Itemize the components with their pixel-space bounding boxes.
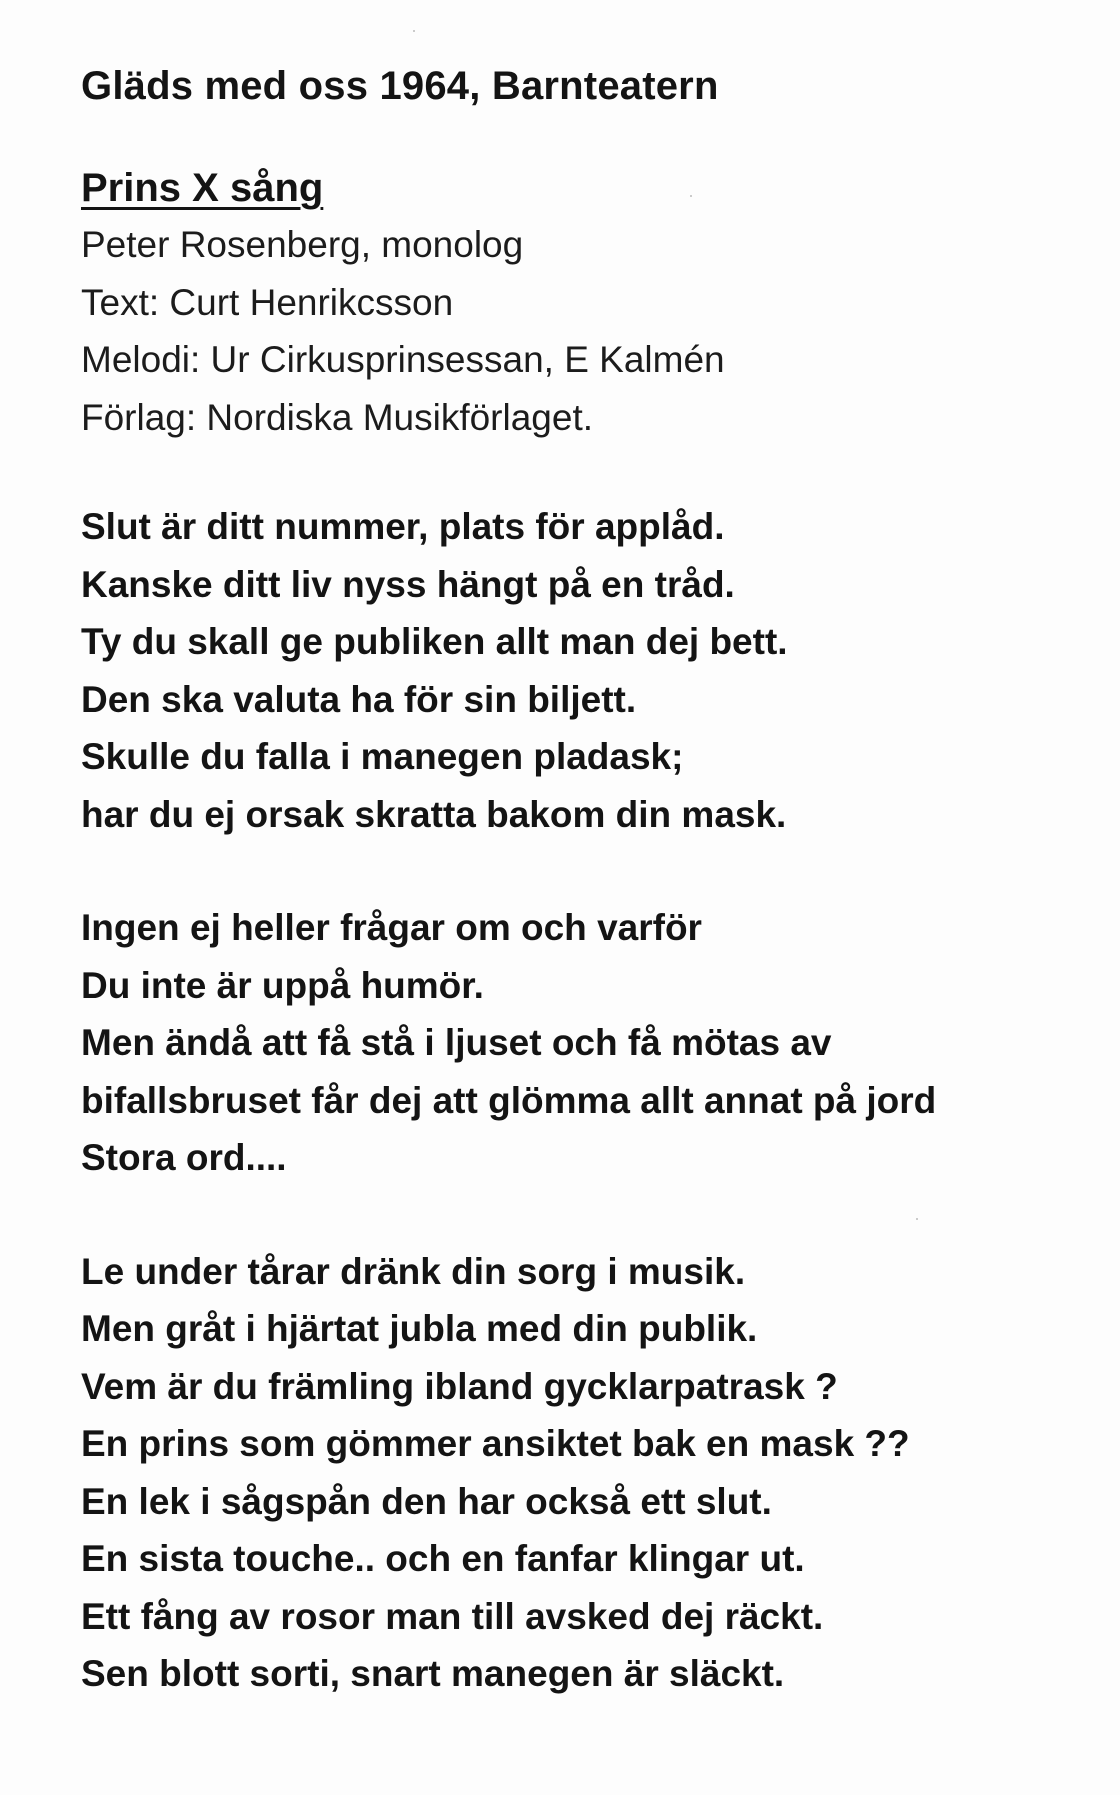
verse-line: En prins som gömmer ansiktet bak en mask ?? [81, 1423, 910, 1464]
verse-line: Skulle du falla i manegen pladask; [81, 736, 684, 777]
credit-publisher: Förlag: Nordiska Musikförlaget. [81, 396, 594, 438]
verse-line: Du inte är uppå humör. [81, 964, 484, 1006]
verse-1 [81, 498, 1091, 843]
verse-line: Vem är du främling ibland gycklarpatrask ? [81, 1365, 838, 1407]
document-body [81, 58, 1091, 1703]
credit-text: Text: Curt Henrikcsson [81, 281, 454, 323]
verse-line: bifallsbruset får dej att glömma allt annat på jord [81, 1079, 937, 1121]
verse-line: Kanske ditt liv nyss hängt på en tråd. [81, 563, 735, 605]
document-heading: Gläds med oss 1964, Barnteatern [81, 64, 719, 108]
verse-2 [81, 899, 1091, 1187]
verse-line: Den ska valuta ha för sin biljett. [81, 678, 637, 720]
credit-performer: Peter Rosenberg, monolog [81, 224, 524, 265]
verse-line: Ingen ej heller frågar om och varför [81, 907, 702, 948]
song-title: Prins X sång [81, 166, 324, 210]
credit-melody: Melodi: Ur Cirkusprinsessan, E Kalmén [81, 339, 725, 380]
verse-line: Ett fång av rosor man till avsked dej räckt. [81, 1595, 824, 1637]
verse-line: Ty du skall ge publiken allt man dej bett. [81, 621, 788, 662]
scan-speck [413, 30, 415, 32]
song-credits [81, 216, 1091, 446]
verse-3 [81, 1243, 1091, 1703]
verse-line: Stora ord.... [81, 1137, 287, 1178]
verse-line: En sista touche.. och en fanfar klingar ut. [81, 1538, 805, 1579]
verse-line: Sen blott sorti, snart manegen är släckt. [81, 1653, 785, 1694]
verse-line: har du ej orsak skratta bakom din mask. [81, 793, 787, 835]
verse-line: En lek i sågspån den har också ett slut. [81, 1480, 772, 1522]
verse-line: Slut är ditt nummer, plats för applåd. [81, 506, 725, 547]
verse-line: Men ändå att få stå i ljuset och få mötas av [81, 1022, 832, 1063]
verse-line: Men gråt i hjärtat jubla med din publik. [81, 1308, 758, 1349]
verse-line: Le under tårar dränk din sorg i musik. [81, 1250, 746, 1292]
